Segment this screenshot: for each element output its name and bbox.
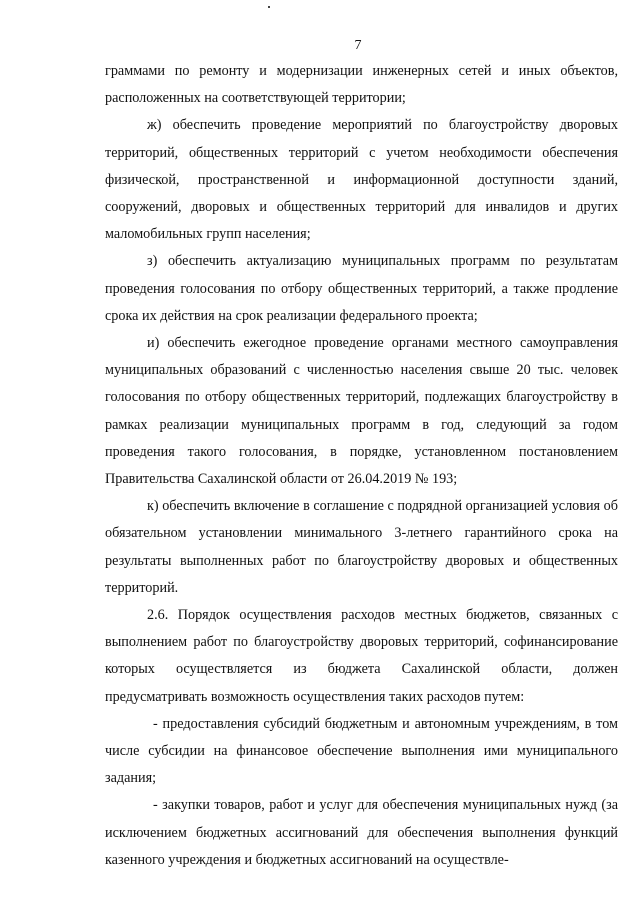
paragraph-dash-procurement: - закупки товаров, работ и услуг для обеспечения муниципальных нужд (за исключением бюджетных ассигнований для обеспечения выполнения функций казенного учреждения и бюджетных ассигнований на осуществле- <box>105 797 618 868</box>
scan-mark <box>268 6 270 8</box>
paragraph-item-z: з) обеспечить актуализацию муниципальных программ по результатам проведения голосования по отбору общественных территорий, а также продление срока их действия на срок реализации федерального проекта; <box>105 253 618 324</box>
paragraph-item-zh: ж) обеспечить проведение мероприятий по благоустройству дворовых территорий, общественных территорий с учетом необходимости обеспечения физической, пространственной и информационной доступности зданий, сооружений, дворовых и общественных территорий для инвалидов и других маломобильных групп населения; <box>105 117 618 243</box>
paragraph-section-2-6: 2.6. Порядок осуществления расходов местных бюджетов, связанных с выполнением работ по благоустройству дворовых территорий, софинансирование которых осуществляется из бюджета Сахалинской области, должен предусматривать возможность осуществления таких расходов путем: <box>105 607 618 705</box>
paragraph-continuation: граммами по ремонту и модернизации инженерных сетей и иных объектов, расположенных на соответствующей территории; <box>105 63 618 107</box>
document-body <box>105 58 618 874</box>
paragraph-item-k: к) обеспечить включение в соглашение с подрядной организацией условия об обязательном установлении минимального 3-летнего гарантийного срока на результаты выполненных работ по благоустройству дворовых и общественных территорий. <box>105 498 618 596</box>
paragraph-dash-subsidies: - предоставления субсидий бюджетным и автономным учреждениям, в том числе субсидии на финансовое обеспечение выполнения ими муниципального задания; <box>105 715 618 787</box>
page-number: 7 <box>354 38 362 53</box>
paragraph-item-i: и) обеспечить ежегодное проведение органами местного самоуправления муниципальных образований с численностью населения свыше 20 тыс. человек голосования по отбору общественных территорий, подлежащих благоустройству в рамках реализации муниципальных программ в год, следующий за годом проведения такого голосования, в порядке, установленном постановлением Правительства Сахалинской области от 26.04.2019 № 193; <box>105 335 618 488</box>
